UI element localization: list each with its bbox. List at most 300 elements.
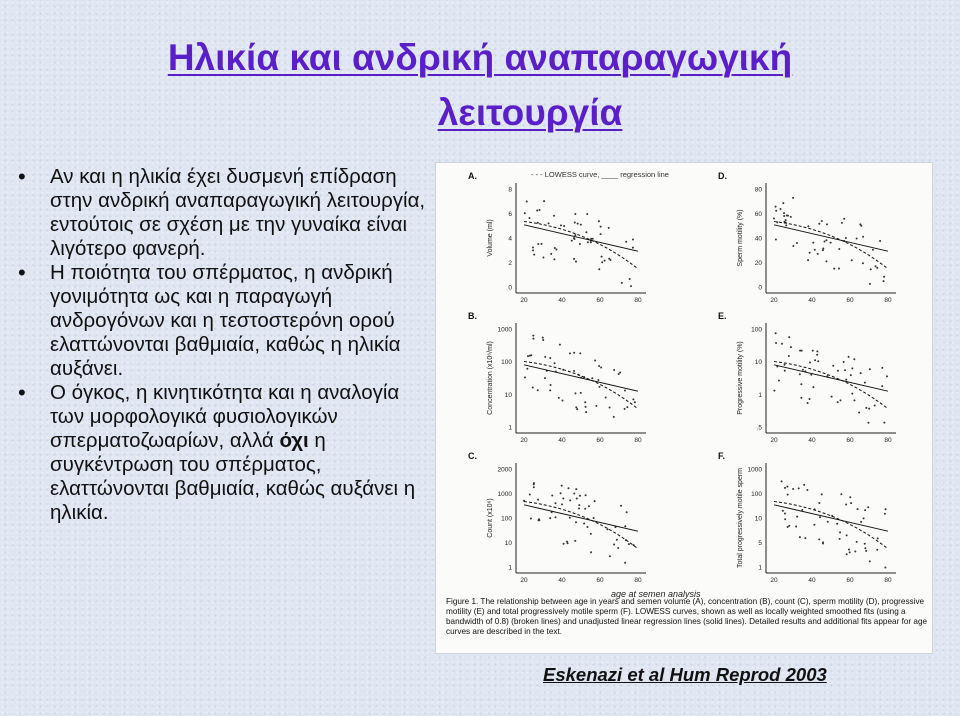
scatter-point: [851, 393, 853, 395]
scatter-point: [569, 499, 571, 501]
scatter-point: [818, 538, 820, 540]
scatter-point: [580, 392, 582, 394]
scatter-point: [822, 542, 824, 544]
figure-caption: [446, 597, 928, 636]
y-tick-label: 10: [754, 359, 762, 367]
scatter-point: [825, 260, 827, 262]
scatter-point: [850, 374, 852, 376]
scatter-point: [549, 389, 551, 391]
scatter-point: [617, 547, 619, 549]
scatter-point: [585, 494, 587, 496]
scatter-point: [577, 223, 579, 225]
panel-label: D.: [718, 171, 727, 181]
scatter-point: [600, 226, 602, 228]
scatter-point: [600, 233, 602, 235]
regression-line: [774, 365, 888, 391]
scatter-point: [783, 215, 785, 217]
figure-legend: - - - LOWESS curve, ____ regression line: [531, 170, 669, 179]
scatter-point: [561, 503, 563, 505]
scatter-point: [853, 399, 855, 401]
scatter-point: [784, 370, 786, 372]
scatter-point: [821, 220, 823, 222]
panel-label: B.: [468, 311, 477, 321]
scatter-point: [807, 402, 809, 404]
scatter-point: [562, 498, 564, 500]
scatter-point: [858, 412, 860, 414]
scatter-panel: [718, 171, 896, 304]
scatter-point: [586, 526, 588, 528]
scatter-point: [632, 398, 634, 400]
scatter-point: [799, 373, 801, 375]
scatter-point: [773, 390, 775, 392]
scatter-point: [529, 355, 531, 357]
scatter-point: [841, 222, 843, 224]
scatter-point: [881, 367, 883, 369]
regression-line: [774, 505, 888, 531]
x-tick-label: 40: [808, 297, 816, 304]
scatter-point: [632, 238, 634, 240]
y-tick-label: 5: [758, 540, 762, 547]
scatter-point: [784, 518, 786, 520]
scatter-point: [803, 484, 805, 486]
scatter-point: [869, 560, 871, 562]
scatter-point: [827, 521, 829, 523]
scatter-point: [524, 376, 526, 378]
y-axis-label: Concentration (x10⁶/ml): [487, 341, 494, 415]
scatter-point: [574, 540, 576, 542]
scatter-point: [879, 240, 881, 242]
scatter-point: [883, 276, 885, 278]
scatter-point: [860, 225, 862, 227]
scatter-point: [632, 247, 634, 249]
scatter-point: [578, 508, 580, 510]
scatter-point: [872, 249, 874, 251]
regression-line: [524, 365, 638, 391]
y-axis-label: Volume (ml): [487, 219, 494, 257]
scatter-point: [857, 508, 859, 510]
x-tick-label: 40: [558, 297, 566, 304]
scatter-point: [575, 521, 577, 523]
scatter-point: [598, 268, 600, 270]
scatter-point: [604, 260, 606, 262]
scatter-point: [864, 382, 866, 384]
scatter-point: [553, 215, 555, 217]
scatter-point: [585, 411, 587, 413]
scatter-point: [578, 504, 580, 506]
scatter-point: [785, 224, 787, 226]
scatter-point: [574, 213, 576, 215]
scatter-point: [574, 234, 576, 236]
x-tick-label: 80: [634, 577, 642, 584]
x-tick-label: 20: [770, 577, 778, 584]
scatter-point: [840, 493, 842, 495]
scatter-point: [585, 406, 587, 408]
x-tick-label: 20: [520, 297, 528, 304]
scatter-point: [595, 405, 597, 407]
y-tick-label: 80: [754, 186, 762, 194]
scatter-point: [801, 350, 803, 352]
scatter-point: [621, 282, 623, 284]
scatter-point: [537, 243, 539, 245]
scatter-point: [576, 498, 578, 500]
y-tick-label: 10: [504, 540, 512, 547]
scatter-point: [536, 209, 538, 211]
scatter-point: [802, 369, 804, 371]
scatter-point: [804, 537, 806, 539]
scatter-point: [848, 548, 850, 550]
scatter-point: [584, 508, 586, 510]
scatter-point: [806, 489, 808, 491]
scatter-point: [559, 344, 561, 346]
scatter-point: [550, 253, 552, 255]
scatter-point: [529, 493, 531, 495]
scatter-point: [865, 407, 867, 409]
scatter-point: [533, 482, 535, 484]
x-tick-label: 80: [884, 297, 892, 304]
scatter-point: [613, 543, 615, 545]
scatter-point: [785, 219, 787, 221]
scatter-point: [574, 221, 576, 223]
scatter-point: [586, 213, 588, 215]
scatter-point: [553, 258, 555, 260]
scatter-point: [784, 487, 786, 489]
x-tick-label: 40: [808, 437, 816, 444]
x-tick-label: 20: [770, 297, 778, 304]
scatter-point: [609, 406, 611, 408]
scatter-point: [843, 361, 845, 363]
x-tick-label: 60: [596, 577, 604, 584]
scatter-point: [867, 422, 869, 424]
scatter-point: [831, 396, 833, 398]
scatter-point: [605, 397, 607, 399]
scatter-point: [863, 517, 865, 519]
y-tick-label: 1: [508, 424, 512, 432]
scatter-point: [598, 365, 600, 367]
scatter-point: [575, 261, 577, 263]
scatter-point: [817, 253, 819, 255]
scatter-point: [613, 369, 615, 371]
scatter-point: [825, 239, 827, 241]
y-tick-label: 1: [508, 564, 512, 572]
scatter-point: [609, 555, 611, 557]
scatter-point: [585, 231, 587, 233]
scatter-point: [576, 408, 578, 410]
panel-label: C.: [468, 451, 477, 461]
scatter-point: [818, 502, 820, 504]
scatter-point: [864, 509, 866, 511]
regression-line: [524, 225, 638, 251]
scatter-point: [813, 524, 815, 526]
scatter-panel: [468, 311, 646, 444]
scatter-point: [854, 550, 856, 552]
scatter-point: [573, 352, 575, 354]
scatter-point: [566, 541, 568, 543]
scatter-point: [532, 338, 534, 340]
scatter-point: [782, 202, 784, 204]
scatter-point: [541, 243, 543, 245]
scatter-point: [775, 342, 777, 344]
scatter-point: [526, 368, 528, 370]
y-tick-label: 8: [508, 186, 512, 194]
scatter-point: [856, 541, 858, 543]
scatter-point: [800, 383, 802, 385]
scatter-panel: [718, 311, 896, 444]
scatter-point: [868, 408, 870, 410]
scatter-point: [838, 248, 840, 250]
y-tick-label: 0: [758, 284, 762, 292]
scatter-point: [629, 278, 631, 280]
scatter-point: [860, 372, 862, 374]
scatter-point: [544, 356, 546, 358]
scatter-point: [881, 385, 883, 387]
scatter-point: [555, 516, 557, 518]
scatter-point: [634, 401, 636, 403]
y-tick-label: 1000: [497, 491, 512, 498]
scatter-point: [539, 209, 541, 211]
scatter-point: [851, 367, 853, 369]
scatter-point: [598, 386, 600, 388]
scatter-point: [593, 517, 595, 519]
scatter-point: [814, 359, 816, 361]
scatter-point: [620, 505, 622, 507]
scatter-point: [560, 492, 562, 494]
scatter-point: [814, 249, 816, 251]
scatter-point: [537, 222, 539, 224]
scatter-point: [790, 346, 792, 348]
scatter-point: [616, 539, 618, 541]
scatter-point: [883, 280, 885, 282]
scatter-point: [809, 361, 811, 363]
scatter-point: [630, 285, 632, 287]
y-tick-label: 20: [754, 260, 762, 267]
scatter-point: [544, 377, 546, 379]
scatter-point: [837, 370, 839, 372]
scanned-figure: [436, 163, 932, 653]
scatter-point: [571, 240, 573, 242]
scatter-point: [594, 500, 596, 502]
citation: Eskenazi et al Hum Reprod 2003: [543, 664, 827, 685]
scatter-point: [775, 332, 777, 334]
scatter-point: [796, 516, 798, 518]
scatter-point: [583, 522, 585, 524]
scatter-point: [862, 262, 864, 264]
scatter-point: [775, 238, 777, 240]
scatter-point: [532, 246, 534, 248]
scatter-point: [591, 377, 593, 379]
scatter-point: [537, 499, 539, 501]
scatter-point: [784, 364, 786, 366]
scatter-point: [885, 508, 887, 510]
scatter-point: [579, 243, 581, 245]
panel-label: A.: [468, 171, 477, 181]
scatter-point: [874, 405, 876, 407]
y-tick-label: 2: [508, 260, 512, 267]
x-tick-label: 60: [596, 297, 604, 304]
bullet-item: • Αν και η ηλικία έχει δυσμενή επίδραση στην ανδρική αναπαραγωγική λειτουργία, εντούτοις σε σχέση με την γυναίκα είναι λιγότερο φανερή.: [18, 165, 430, 261]
scatter-point: [554, 247, 556, 249]
y-tick-label: 10: [504, 391, 512, 399]
scatter-point: [537, 389, 539, 391]
scatter-point: [781, 343, 783, 345]
scatter-panel: [468, 171, 646, 304]
y-tick-label: 10: [754, 515, 762, 523]
scatter-point: [533, 254, 535, 256]
scatter-point: [867, 506, 869, 508]
svg-text:curves are described in the te: curves are described in the text.: [446, 627, 563, 636]
scatter-point: [792, 197, 794, 199]
scatter-point: [548, 222, 550, 224]
scatter-point: [773, 218, 775, 220]
scatter-point: [849, 551, 851, 553]
scatter-point: [786, 214, 788, 216]
scatter-point: [870, 268, 872, 270]
scatter-point: [626, 511, 628, 513]
scatter-point: [850, 502, 852, 504]
scatter-point: [590, 533, 592, 535]
y-tick-label: 1000: [497, 326, 512, 334]
scatter-point: [594, 359, 596, 361]
scatter-point: [597, 379, 599, 381]
scatter-point: [833, 268, 835, 270]
scatter-point: [822, 249, 824, 251]
y-tick-label: 40: [754, 235, 762, 243]
y-tick-label: 1: [758, 564, 762, 572]
scatter-point: [845, 379, 847, 381]
scatter-point: [590, 241, 592, 243]
y-tick-label: 2000: [497, 466, 512, 474]
y-axis-label: Count (x10⁶): [487, 498, 494, 538]
scatter-point: [532, 249, 534, 251]
scatter-point: [839, 538, 841, 540]
scatter-point: [575, 406, 577, 408]
y-tick-label: 60: [754, 211, 762, 218]
scatter-point: [807, 259, 809, 261]
scatter-point: [533, 486, 535, 488]
scatter-point: [860, 521, 862, 523]
scatter-point: [796, 242, 798, 244]
x-tick-label: 80: [884, 577, 892, 584]
scatter-point: [792, 245, 794, 247]
scatter-point: [579, 495, 581, 497]
figure-panels: [436, 163, 932, 653]
scatter-point: [844, 369, 846, 371]
bullet-list: [18, 165, 430, 525]
scatter-point: [843, 218, 845, 220]
scatter-point: [613, 416, 615, 418]
scatter-point: [554, 502, 556, 504]
scatter-point: [601, 261, 603, 263]
scatter-point: [822, 247, 824, 249]
scatter-point: [563, 225, 565, 227]
scatter-point: [846, 534, 848, 536]
scatter-point: [624, 390, 626, 392]
scatter-point: [824, 241, 826, 243]
scatter-point: [786, 486, 788, 488]
scatter-point: [848, 356, 850, 358]
scatter-point: [821, 493, 823, 495]
scatter-point: [837, 401, 839, 403]
scatter-point: [567, 487, 569, 489]
scatter-point: [884, 567, 886, 569]
regression-line: [524, 505, 638, 531]
scatter-point: [788, 336, 790, 338]
x-axis-title: age at semen analysis: [611, 589, 701, 599]
scatter-point: [787, 526, 789, 528]
scatter-point: [836, 523, 838, 525]
scatter-point: [555, 248, 557, 250]
scatter-point: [618, 373, 620, 375]
scatter-point: [792, 488, 794, 490]
scatter-point: [781, 480, 783, 482]
scatter-point: [530, 517, 532, 519]
scatter-point: [532, 387, 534, 389]
scatter-point: [886, 375, 888, 377]
scatter-point: [799, 536, 801, 538]
scatter-point: [819, 516, 821, 518]
scatter-point: [790, 216, 792, 218]
x-tick-label: 80: [884, 437, 892, 444]
y-axis-label: Sperm motility (%): [737, 209, 744, 267]
bullet-item: • Η ποιότητα του σπέρματος, η ανδρική γονιμότητα ως και η παραγωγή ανδρογόνων και η τεστοστερόνη ορού ελαττώνονται βαθμιαία, καθώς η ηλικία αυξάνει.: [18, 261, 430, 381]
scatter-point: [864, 543, 866, 545]
x-tick-label: 40: [808, 577, 816, 584]
scatter-point: [838, 267, 840, 269]
scatter-point: [864, 547, 866, 549]
scatter-point: [809, 252, 811, 254]
scatter-point: [798, 487, 800, 489]
scatter-point: [832, 365, 834, 367]
scatter-point: [528, 217, 530, 219]
x-tick-label: 40: [558, 437, 566, 444]
scatter-point: [619, 372, 621, 374]
scatter-point: [558, 397, 560, 399]
scatter-point: [573, 492, 575, 494]
y-tick-label: 4: [508, 235, 512, 243]
scatter-point: [830, 242, 832, 244]
scatter-point: [624, 408, 626, 410]
scatter-point: [538, 518, 540, 520]
scatter-point: [549, 517, 551, 519]
x-tick-label: 60: [846, 437, 854, 444]
x-tick-label: 60: [846, 297, 854, 304]
scatter-point: [884, 513, 886, 515]
scatter-point: [876, 267, 878, 269]
scatter-point: [532, 335, 534, 337]
x-tick-label: 20: [520, 437, 528, 444]
x-tick-label: 60: [846, 577, 854, 584]
scatter-point: [573, 237, 575, 239]
scatter-point: [527, 355, 529, 357]
scatter-point: [562, 400, 564, 402]
scatter-point: [812, 386, 814, 388]
svg-text:motility (E) and total progres: motility (E) and total progressively motile sperm (F). LOWESS curves, shown as well as locally weighted smoothed fits (using a: [446, 607, 906, 616]
scatter-point: [812, 242, 814, 244]
panel-label: E.: [718, 311, 727, 321]
scatter-point: [580, 224, 582, 226]
y-tick-label: 100: [501, 515, 512, 523]
scatter-point: [588, 505, 590, 507]
scatter-point: [573, 370, 575, 372]
scatter-point: [883, 422, 885, 424]
y-tick-label: 100: [501, 359, 512, 367]
y-tick-label: 1000: [747, 466, 762, 474]
y-tick-label: 1: [758, 391, 762, 399]
scatter-point: [877, 537, 879, 539]
scatter-point: [788, 355, 790, 357]
scatter-point: [826, 223, 828, 225]
scatter-point: [809, 398, 811, 400]
scatter-point: [569, 352, 571, 354]
